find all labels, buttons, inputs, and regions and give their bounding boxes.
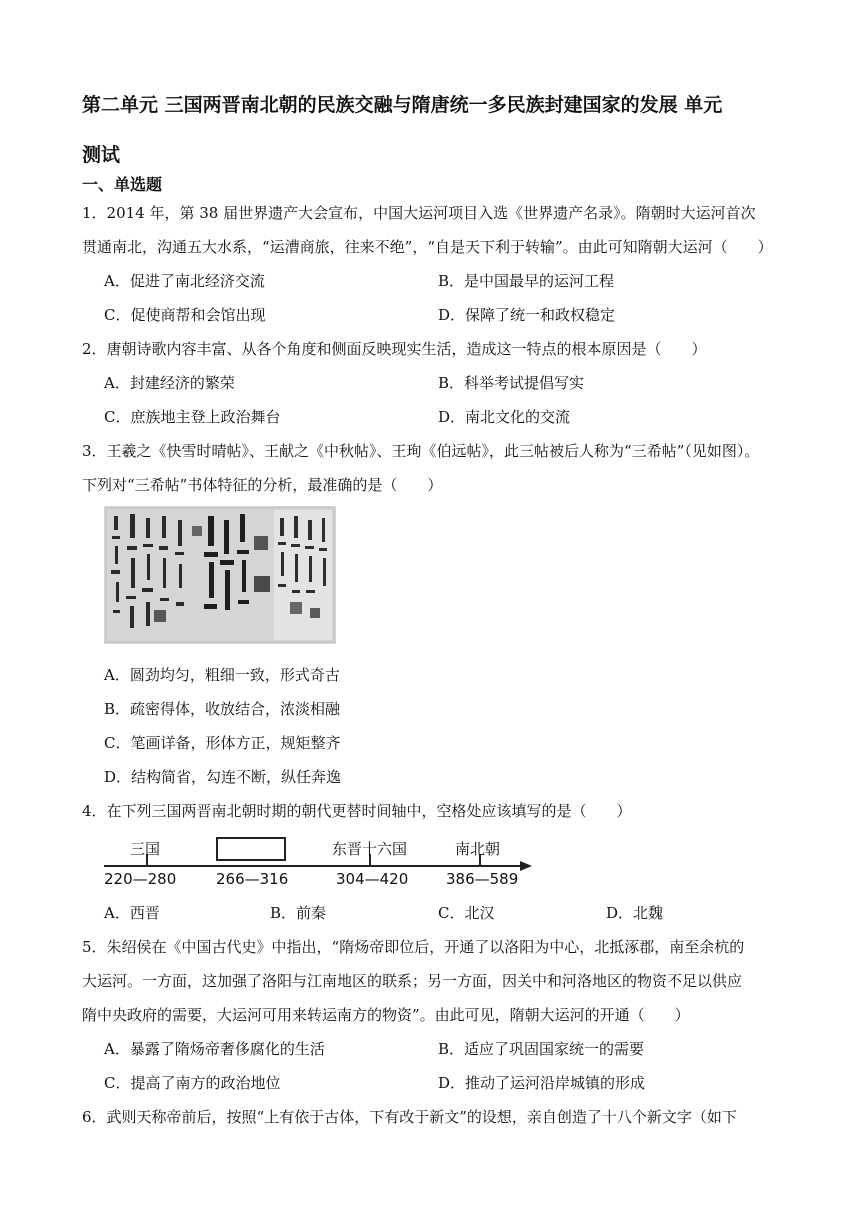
q2-option-a[interactable]: A．封建经济的繁荣: [104, 374, 235, 392]
q5-option-a[interactable]: A．暴露了隋炀帝奢侈腐化的生活: [104, 1040, 325, 1058]
q5-option-b[interactable]: B．适应了巩固国家统一的需要: [438, 1040, 645, 1058]
q5-line-3: 隋中央政府的需要，大运河可用来转运南方的物资”。由此可见，隋朝大运河的开通（ ）: [82, 1006, 690, 1024]
timeline-label-dongjin: 东晋十六国: [332, 840, 408, 858]
q2-option-b[interactable]: B．科举考试提倡写实: [438, 374, 585, 392]
q5-option-c[interactable]: C．提高了南方的政治地位: [104, 1074, 281, 1092]
blank-box: [217, 838, 285, 860]
title-line-2: 测试: [82, 144, 121, 166]
timeline-arrow: [520, 861, 532, 871]
q6-line-1: 6．武则天称帝前后，按照“上有依于古体，下有改于新文”的设想，亲自创造了十八个新文字（如下: [82, 1108, 737, 1126]
q5-line-2: 大运河。一方面，这加强了洛阳与江南地区的联系；另一方面，因关中和河洛地区的物资不足以供应: [82, 972, 743, 990]
timeline-label-sanguo: 三国: [130, 840, 161, 858]
timeline-range-2: 266—316: [216, 870, 289, 888]
q4-line-1: 4．在下列三国两晋南北朝时期的朝代更替时间轴中，空格处应该填写的是（ ）: [82, 802, 632, 820]
section-heading: 一、单选题: [82, 175, 163, 194]
q4-option-b[interactable]: B．前秦: [270, 904, 327, 922]
q4-option-d[interactable]: D．北魏: [606, 904, 664, 922]
timeline-range-4: 386—589: [446, 870, 519, 888]
document-title: [82, 80, 782, 180]
timeline-range-1: 220—280: [104, 870, 177, 888]
q1-line-1: 1．2014 年，第 38 届世界遗产大会宣布，中国大运河项目入选《世界遗产名录》。隋朝时大运河首次: [82, 204, 756, 222]
q3-option-a[interactable]: A．圆劲均匀，粗细一致，形式奇古: [104, 666, 340, 684]
q1-option-b[interactable]: B．是中国最早的运河工程: [438, 272, 615, 290]
timeline-range-3: 304—420: [336, 870, 409, 888]
calligraphy-illustration: [104, 506, 336, 644]
q4-option-c[interactable]: C．北汉: [438, 904, 495, 922]
title-line-1: 第二单元 三国两晋南北朝的民族交融与隋唐统一多民族封建国家的发展 单元: [82, 94, 723, 116]
q1-line-2: 贯通南北，沟通五大水系，“运漕商旅，往来不绝”，“自是天下利于转输”。由此可知隋朝大运河（ ）: [82, 238, 773, 256]
q5-option-d[interactable]: D．推动了运河沿岸城镇的形成: [438, 1074, 646, 1092]
q3-option-b[interactable]: B．疏密得体，收放结合，浓淡相融: [104, 700, 341, 718]
q3-line-1: 3．王羲之《快雪时晴帖》、王献之《中秋帖》、王珣《伯远帖》，此三帖被后人称为“三希帖”（见如图）。: [82, 442, 760, 460]
q3-option-c[interactable]: C．笔画详备，形体方正，规矩整齐: [104, 734, 341, 752]
q1-option-c[interactable]: C．促使商帮和会馆出现: [104, 306, 266, 324]
q5-line-1: 5．朱绍侯在《中国古代史》中指出，“隋炀帝即位后，开通了以洛阳为中心，北抵涿郡，南至余杭的: [82, 938, 745, 956]
q2-line-1: 2．唐朝诗歌内容丰富、从各个角度和侧面反映现实生活，造成这一特点的根本原因是（ ）: [82, 340, 707, 358]
q2-option-d[interactable]: D．南北文化的交流: [438, 408, 571, 426]
q1-option-a[interactable]: A．促进了南北经济交流: [104, 272, 265, 290]
q3-option-d[interactable]: D．结构简省，勾连不断，纵任奔逸: [104, 768, 342, 786]
dynasty-timeline: [100, 836, 540, 892]
calligraphy-image: [104, 506, 336, 644]
q4-option-a[interactable]: A．西晋: [104, 904, 160, 922]
q1-option-d[interactable]: D．保障了统一和政权稳定: [438, 306, 616, 324]
q3-line-2: 下列对“三希帖”书体特征的分析，最准确的是（ ）: [82, 476, 443, 494]
q2-option-c[interactable]: C．庶族地主登上政治舞台: [104, 408, 281, 426]
timeline-label-nanbeichao: 南北朝: [455, 840, 501, 858]
